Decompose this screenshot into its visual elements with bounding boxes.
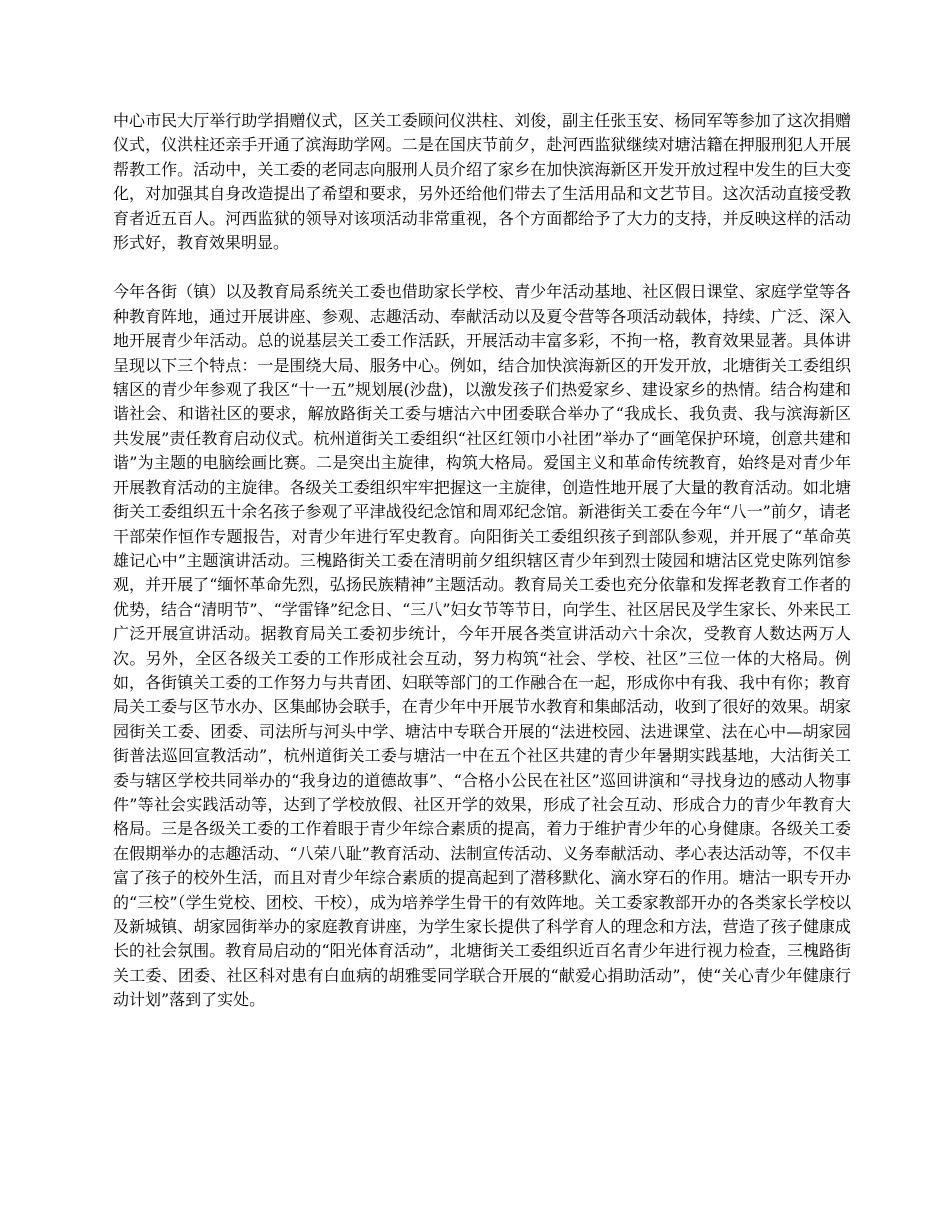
paragraph-1: 中心市民大厅举行助学捐赠仪式，区关工委顾问仪洪柱、刘俊，副主任张玉安、杨同军等参加了这次捐赠仪式，仪洪柱还亲手开通了滨海助学网。二是在国庆节前夕，赴河西监狱继续对塘沽籍在押服刑犯人开展帮教工作。活动中，关工委的老同志向服刑人员介绍了家乡在加快滨海新区开发开放过程中发生的巨大变化，对加强其自身改造提出了希望和要求，另外还给他们带去了生活用品和文艺节目。这次活动直接受教育者近五百人。河西监狱的领导对该项活动非常重视，各个方面都给予了大力的支持，并反映这样的活动形式好，教育效果明显。 <box>113 111 851 253</box>
document-body <box>113 109 851 1013</box>
paragraph-2: 今年各街（镇）以及教育局系统关工委也借助家长学校、青少年活动基地、社区假日课堂、家庭学堂等各种教育阵地，通过开展讲座、参观、志趣活动、奉献活动以及夏令营等各项活动载体，持续、广泛、深入地开展青少年活动。总的说基层关工委工作活跃，开展活动丰富多彩，不拘一格，教育效果显著。具体讲呈现以下三个特点：一是围绕大局、服务中心。例如，结合加快滨海新区的开发开放，北塘街关工委组织辖区的青少年参观了我区“十一五”规划展(沙盘)，以激发孩子们热爱家乡、建设家乡的热情。结合构建和谐社会、和谐社区的要求，解放路街关工委与塘沽六中团委联合举办了“我成长、我负责、我与滨海新区共发展”责任教育启动仪式。杭州道街关工委组织“社区红领巾小社团”举办了“画笔保护环境，创意共建和谐”为主题的电脑绘画比赛。二是突出主旋律，构筑大格局。爱国主义和革命传统教育，始终是对青少年开展教育活动的主旋律。各级关工委组织牢牢把握这一主旋律，创造性地开展了大量的教育活动。如北塘街关工委组织五十余名孩子参观了平津战役纪念馆和周邓纪念馆。新港街关工委在今年“八一”前夕，请老干部荣作恒作专题报告，对青少年进行军史教育。向阳街关工委组织孩子到部队参观，并开展了“革命英雄记心中”主题演讲活动。三槐路街关工委在清明前夕组织辖区青少年到烈士陵园和塘沽区党史陈列馆参观，并开展了“缅怀革命先烈，弘扬民族精神”主题活动。教育局关工委也充分依靠和发挥老教育工作者的优势，结合“清明节”、“学雷锋”纪念日、“三八”妇女节等节日，向学生、社区居民及学生家长、外来民工广泛开展宣讲活动。据教育局关工委初步统计，今年开展各类宣讲活动六十余次，受教育人数达两万人次。另外，全区各级关工委的工作形成社会互动，努力构筑“社会、学校、社区”三位一体的大格局。例如，各街镇关工委的工作努力与共青团、妇联等部门的工作融合在一起，形成你中有我、我中有你；教育局关工委与区节水办、区集邮协会联手，在青少年中开展节水教育和集邮活动，收到了很好的效果。胡家园街关工委、团委、司法所与河头中学、塘沽中专联合开展的“法进校园、法进课堂、法在心中—胡家园街普法巡回宣教活动”，杭州道街关工委与塘沽一中在五个社区共建的青少年暑期实践基地，大沽街关工委与辖区学校共同举办的“我身边的道德故事”、“合格小公民在社区”巡回讲演和“寻找身边的感动人物事件”等社会实践活动等，达到了学校放假、社区开学的效果，形成了社会互动、形成合力的青少年教育大格局。三是各级关工委的工作着眼于青少年综合素质的提高，着力于维护青少年的心身健康。各级关工委在假期举办的志趣活动、“八荣八耻”教育活动、法制宣传活动、义务奉献活动、孝心表达活动等，不仅丰富了孩子的校外生活，而且对青少年综合素质的提高起到了潜移默化、滴水穿石的作用。塘沽一职专开办的“三校”（学生党校、团校、干校），成为培养学生骨干的有效阵地。关工委家教部开办的各类家长学校以及新城镇、胡家园街举办的家庭教育讲座，为学生家长提供了科学育人的理念和方法，营造了孩子健康成长的社会氛围。教育局启动的“阳光体育活动”，北塘街关工委组织近百名青少年进行视力检查，三槐路街关工委、团委、社区科对患有白血病的胡雅雯同学联合开展的“献爱心捐助活动”，使“关心青少年健康行动计划”落到了实处。 <box>113 282 851 1010</box>
